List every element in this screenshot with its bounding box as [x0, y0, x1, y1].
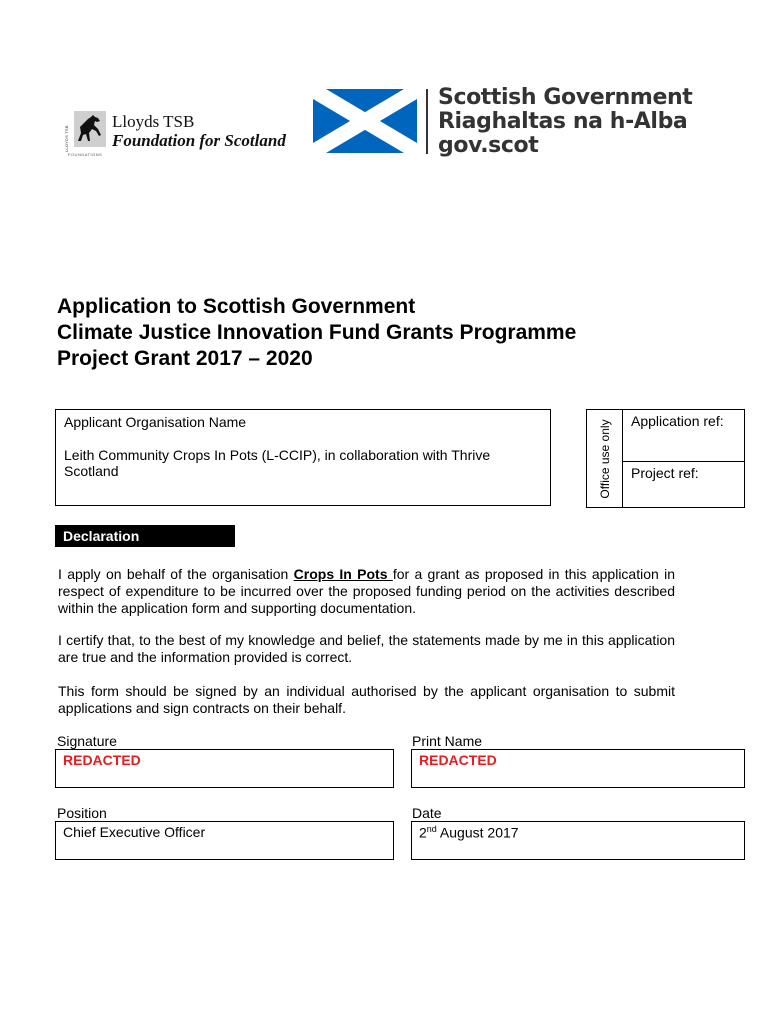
sg-line-gaelic: Riaghaltas na h-Alba	[438, 109, 688, 134]
declaration-paragraph-2: I certify that, to the best of my knowledge and belief, the statements made by me in this application are true and the information provided is correct.	[58, 632, 675, 665]
print-name-value: REDACTED	[419, 752, 497, 768]
title-line-2: Climate Justice Innovation Fund Grants Programme	[57, 321, 577, 344]
title-line-3: Project Grant 2017 – 2020	[57, 347, 313, 370]
applicant-organisation-value[interactable]: Leith Community Crops In Pots (L-CCIP), in collaboration with Thrive Scotland	[64, 447, 491, 479]
date-value: 2nd August 2017	[419, 824, 519, 841]
page-title	[57, 294, 576, 372]
applicant-organisation-label: Applicant Organisation Name	[64, 414, 247, 430]
date-label: Date	[412, 805, 442, 821]
horse-icon	[74, 111, 106, 147]
scottish-government-wordmark	[438, 86, 692, 158]
organisation-name-inline: Crops In Pots	[293, 566, 393, 582]
position-field[interactable]	[55, 821, 394, 860]
declaration-paragraph-3: This form should be signed by an individual authorised by the applicant organisation to submit applications and sign contracts on their behalf.	[58, 683, 675, 716]
lloyds-foundations-tiny: FOUNDATIONS	[68, 152, 103, 157]
sg-line-url: gov.scot	[438, 133, 539, 158]
application-ref-label: Application ref:	[631, 413, 724, 429]
sg-line-english: Scottish Government	[438, 85, 693, 110]
lloyds-name: Lloyds TSB	[112, 112, 195, 131]
signature-field[interactable]	[55, 749, 394, 788]
office-use-vertical-label: Office use only	[587, 410, 623, 507]
logo-divider	[426, 89, 428, 154]
print-name-label: Print Name	[412, 733, 483, 749]
signature-label: Signature	[57, 733, 117, 749]
title-line-1: Application to Scottish Government	[57, 295, 416, 318]
lloyds-vertical-text: LLOYDS TSB	[64, 125, 69, 152]
declaration-paragraph-1: I apply on behalf of the organisation Crops In Pots for a grant as proposed in this application in respect of expenditure to be incurred over the proposed funding period on the activities described within the application form and supporting documentation.	[58, 566, 675, 616]
saltire-flag-icon	[313, 89, 417, 153]
position-value: Chief Executive Officer	[63, 824, 206, 840]
project-ref-label: Project ref:	[631, 465, 699, 481]
project-ref-field[interactable]	[623, 462, 744, 507]
signature-value: REDACTED	[63, 752, 141, 768]
declaration-header: Declaration	[55, 525, 235, 547]
lloyds-tsb-logo	[64, 108, 304, 158]
application-ref-field[interactable]	[623, 410, 744, 462]
office-use-box	[586, 409, 745, 508]
print-name-field[interactable]	[411, 749, 745, 788]
lloyds-subtitle: Foundation for Scotland	[112, 131, 286, 150]
date-field[interactable]	[411, 821, 745, 860]
position-label: Position	[57, 805, 107, 821]
applicant-organisation-box	[55, 409, 551, 506]
